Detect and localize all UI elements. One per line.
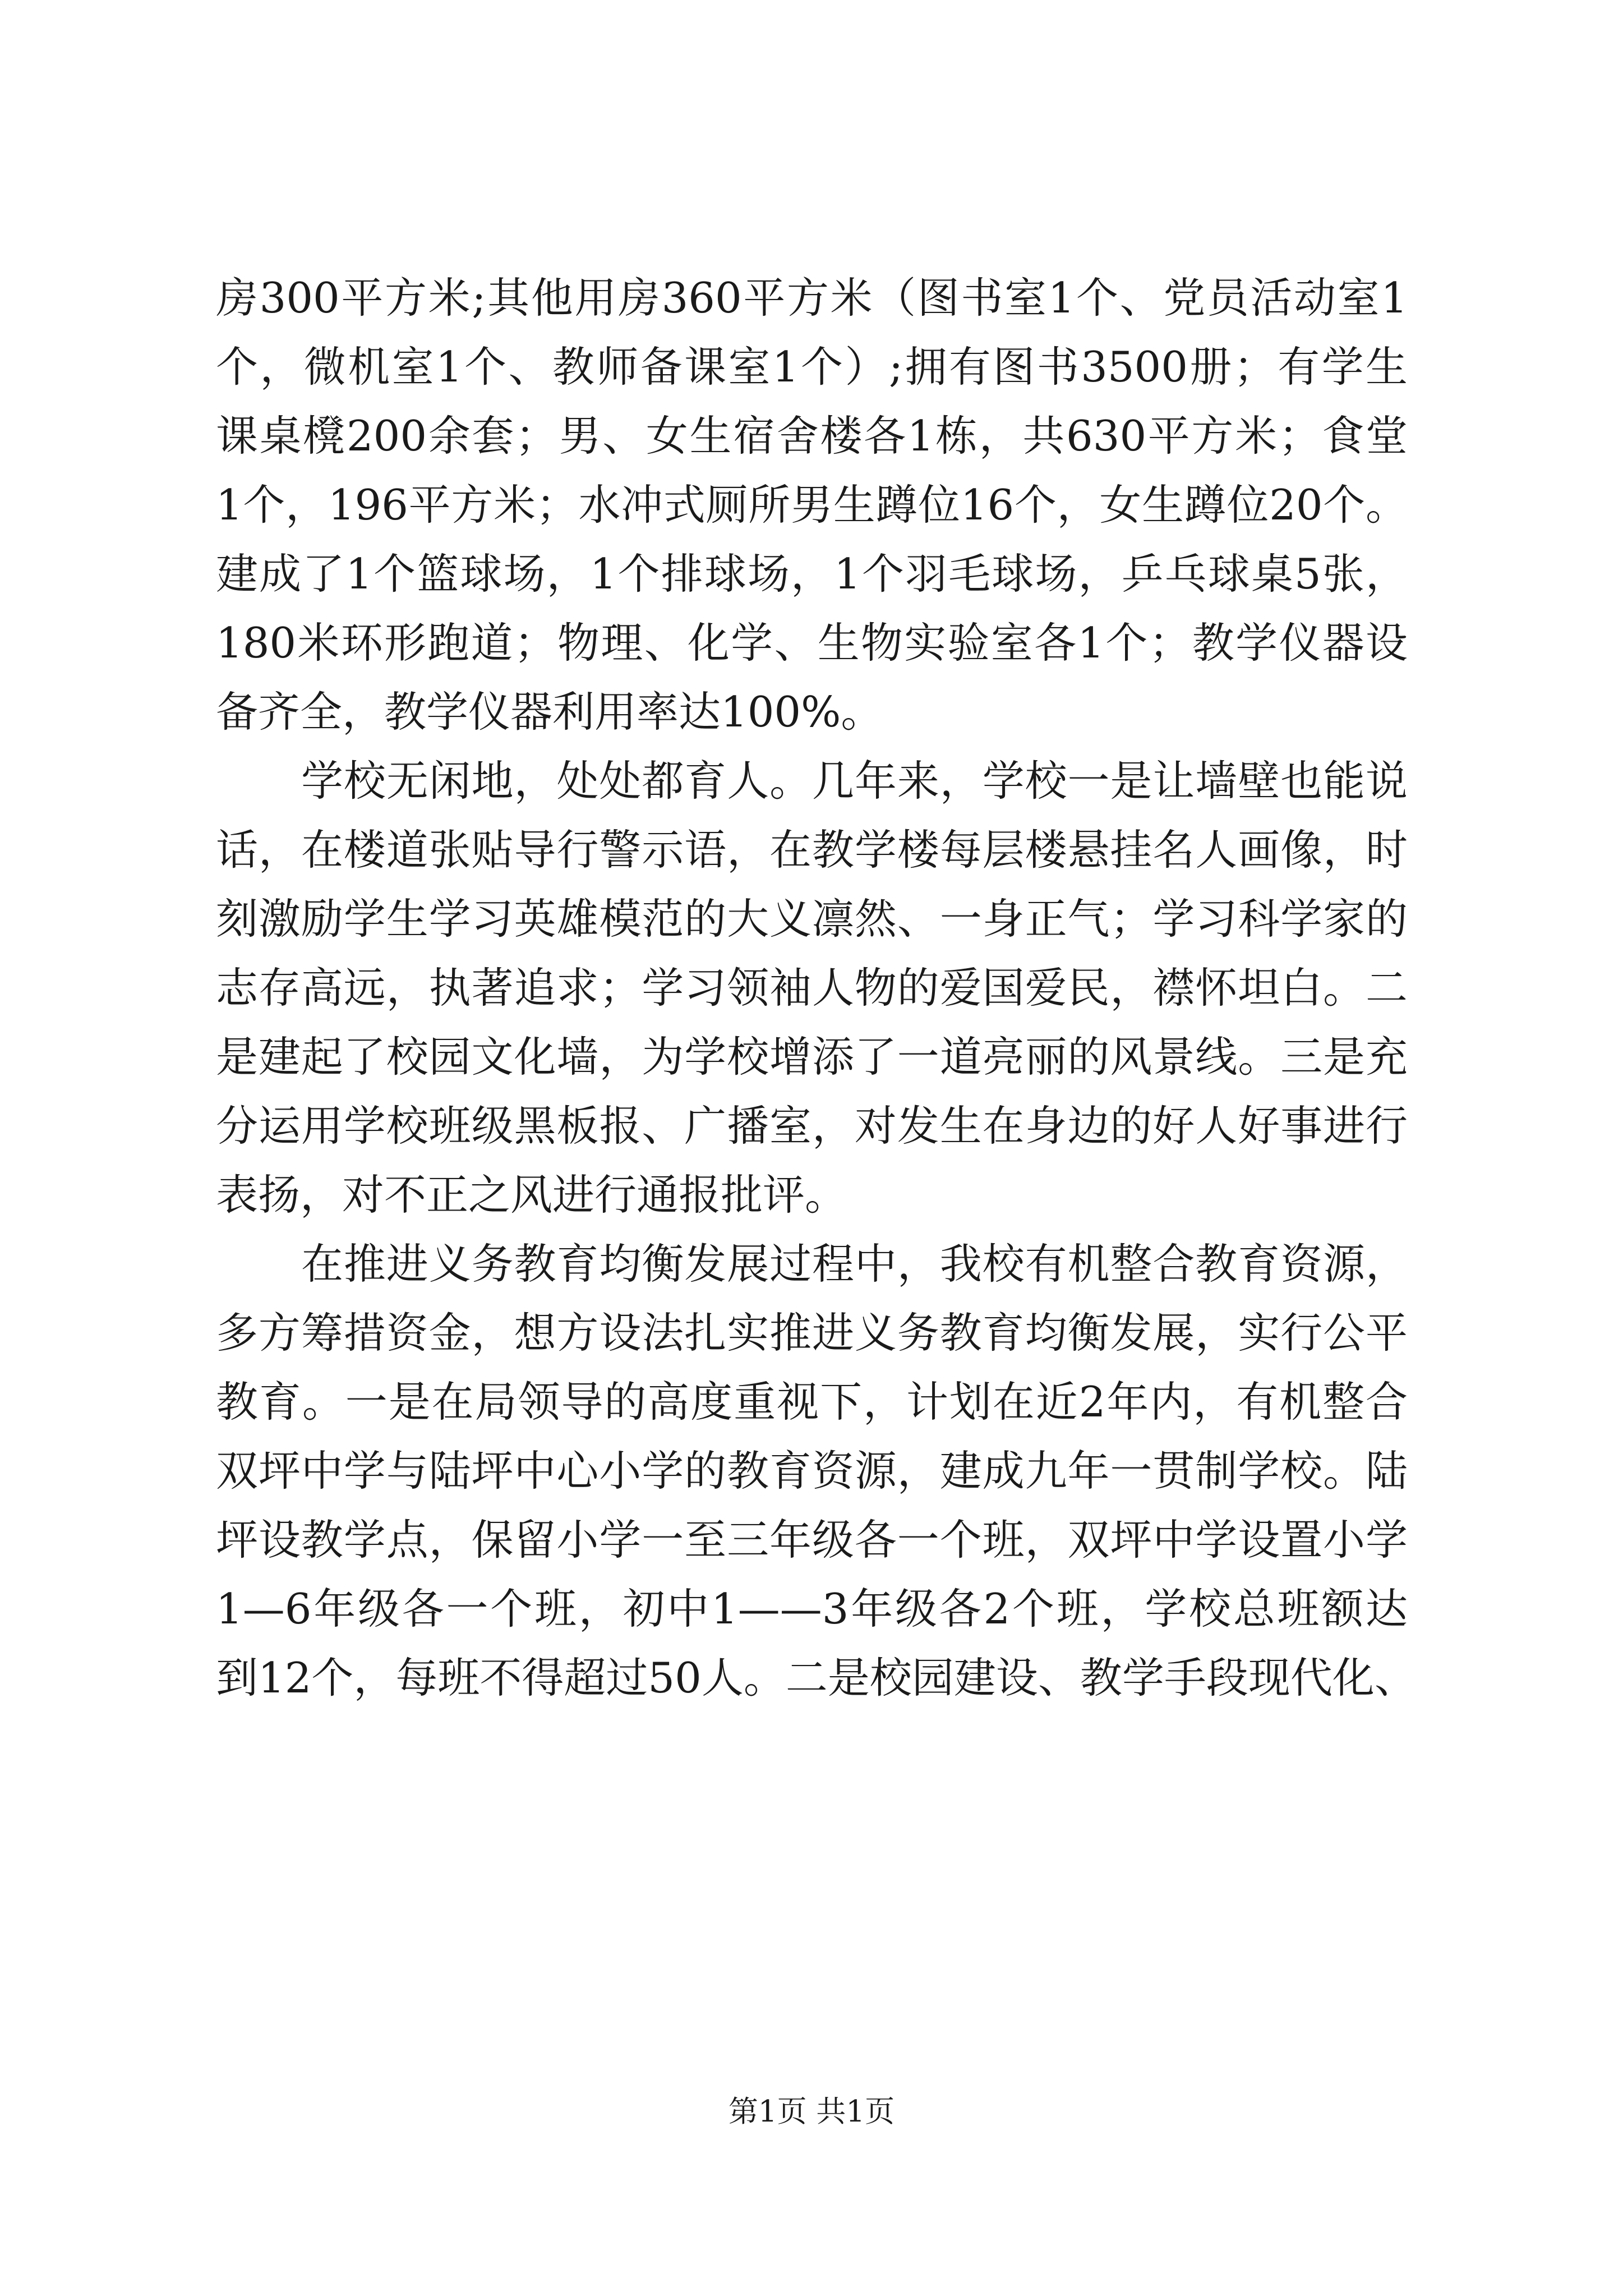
text-line: 话，在楼道张贴导行警示语，在教学楼每层楼悬挂名人画像，时 xyxy=(216,825,1408,875)
text-line: 1—6年级各一个班，初中1——3年级各2个班，学校总班额达 xyxy=(216,1584,1408,1634)
text-line: 课桌櫈200余套；男、女生宿舍楼各1栋，共630平方米；食堂 xyxy=(216,411,1408,461)
paragraph-facilities xyxy=(216,264,1408,747)
text-line: 双坪中学与陆坪中心小学的教育资源，建成九年一贯制学校。陆 xyxy=(216,1446,1408,1496)
document-body xyxy=(216,264,1417,1713)
text-line: 到12个，每班不得超过50人。二是校园建设、教学手段现代化、 xyxy=(216,1653,1417,1703)
text-line: 表扬，对不正之风进行通报批评。 xyxy=(216,1170,847,1220)
text-line: 分运用学校班级黑板报、广播室，对发生在身边的好人好事进行 xyxy=(216,1101,1408,1151)
text-line: 是建起了校园文化墙，为学校增添了一道亮丽的风景线。三是充 xyxy=(216,1032,1408,1082)
text-line: 180米环形跑道；物理、化学、生物实验室各1个；教学仪器设 xyxy=(216,618,1408,668)
text-line: 坪设教学点，保留小学一至三年级各一个班，双坪中学设置小学 xyxy=(216,1515,1408,1565)
text-line: 教育。一是在局领导的高度重视下，计划在近2年内，有机整合 xyxy=(216,1377,1408,1427)
text-line: 房300平方米;其他用房360平方米（图书室1个、党员活动室1 xyxy=(216,273,1408,323)
text-line: 个，微机室1个、教师备课室1个）;拥有图书3500册；有学生 xyxy=(216,342,1408,392)
paragraph-balanced-development xyxy=(216,1230,1417,1713)
text-line: 在推进义务教育均衡发展过程中，我校有机整合教育资源， xyxy=(301,1239,1408,1289)
text-line: 1个，196平方米；水冲式厕所男生蹲位16个，女生蹲位20个。 xyxy=(216,480,1408,530)
text-line: 建成了1个篮球场，1个排球场，1个羽毛球场，乒乓球桌5张， xyxy=(216,549,1408,599)
text-line: 备齐全，教学仪器利用率达100%。 xyxy=(216,687,883,737)
text-line: 刻激励学生学习英雄模范的大义凛然、一身正气；学习科学家的 xyxy=(216,894,1408,944)
paragraph-campus-culture xyxy=(216,747,1408,1230)
page-footer: 第1页 共1页 xyxy=(728,2095,895,2129)
text-line: 志存高远，执著追求；学习领袖人物的爱国爱民，襟怀坦白。二 xyxy=(216,963,1408,1013)
text-line: 学校无闲地，处处都育人。几年来，学校一是让墙壁也能说 xyxy=(301,756,1408,806)
text-line: 多方筹措资金，想方设法扎实推进义务教育均衡发展，实行公平 xyxy=(216,1308,1408,1358)
